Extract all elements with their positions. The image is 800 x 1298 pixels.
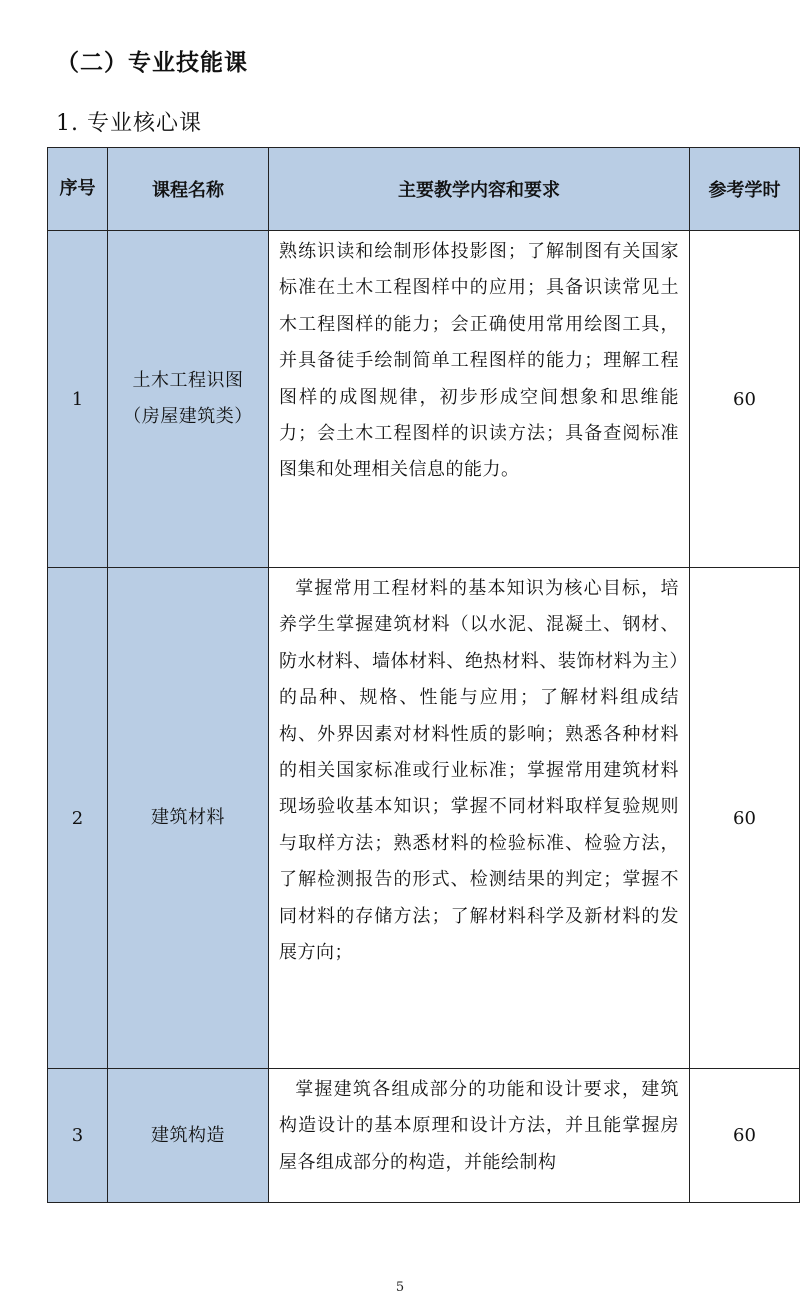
course-content: 掌握建筑各组成部分的功能和设计要求，建筑构造设计的基本原理和设计方法，并且能掌握房屋各组成部分的构造，并能绘制构	[269, 1069, 690, 1203]
subsection-title: 1. 专业核心课	[56, 111, 202, 136]
section-title: （二）专业技能课	[56, 50, 248, 76]
course-name: 建筑材料	[108, 568, 269, 1069]
course-hours: 60	[690, 231, 800, 568]
header-hours: 参考学时	[690, 148, 800, 231]
table-header-row	[48, 148, 800, 231]
header-number: 序号	[48, 148, 108, 231]
course-name: 建筑构造	[108, 1069, 269, 1203]
course-content: 熟练识读和绘制形体投影图；了解制图有关国家标准在土木工程图样中的应用；具备识读常见土木工程图样的能力；会正确使用常用绘图工具，并具备徒手绘制简单工程图样的能力；理解工程图样的成图规律，初步形成空间想象和思维能力；会土木工程图样的识读方法；具备查阅标准图集和处理相关信息的能力。	[269, 231, 690, 568]
table-row	[48, 231, 800, 568]
course-name-line1: 土木工程识图	[132, 370, 244, 391]
course-table	[47, 147, 800, 1203]
course-hours: 60	[690, 1069, 800, 1203]
table-row	[48, 1069, 800, 1203]
table-row	[48, 568, 800, 1069]
course-content: 掌握常用工程材料的基本知识为核心目标，培养学生掌握建筑材料（以水泥、混凝土、钢材、防水材料、墙体材料、绝热材料、装饰材料为主）的品种、规格、性能与应用；了解材料组成结构、外界因素对材料性质的影响；熟悉各种材料的相关国家标准或行业标准；掌握常用建筑材料现场验收基本知识；掌握不同材料取样复验规则与取样方法；熟悉材料的检验标准、检验方法，了解检测报告的形式、检测结果的判定；掌握不同材料的存储方法；了解材料科学及新材料的发展方向；	[269, 568, 690, 1069]
header-content: 主要教学内容和要求	[269, 148, 690, 231]
course-name-line2: （房屋建筑类）	[123, 406, 253, 427]
page-number: 5	[395, 1280, 405, 1295]
row-number: 1	[48, 231, 108, 568]
row-number: 2	[48, 568, 108, 1069]
course-name	[108, 231, 269, 568]
course-hours: 60	[690, 568, 800, 1069]
header-course-name: 课程名称	[108, 148, 269, 231]
row-number: 3	[48, 1069, 108, 1203]
